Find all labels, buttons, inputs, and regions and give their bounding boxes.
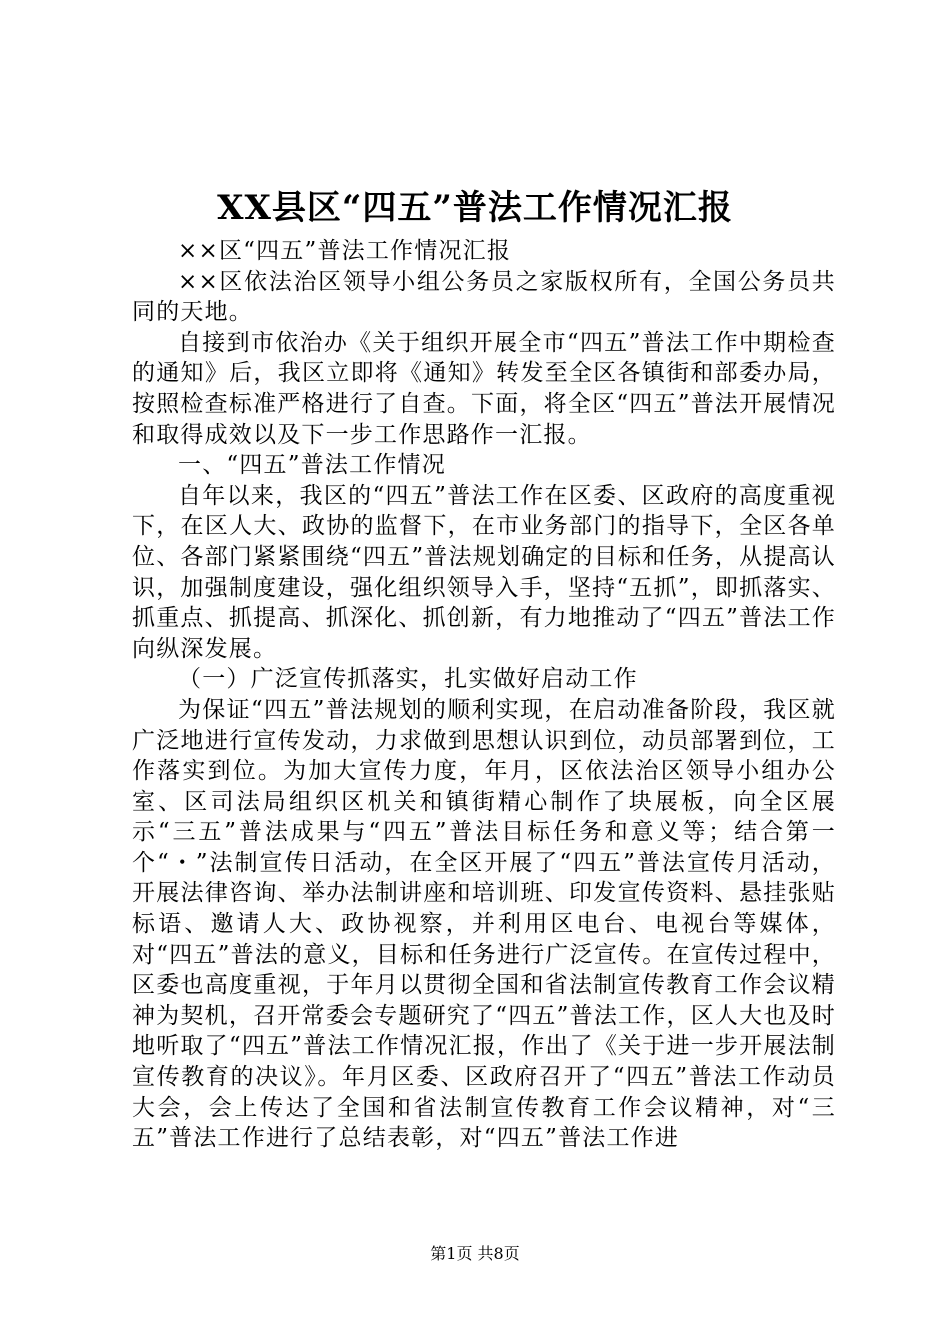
page-number-footer: 第1页 共8页 (430, 1244, 520, 1263)
document-body (132, 236, 836, 1154)
paragraph-overview: 自年以来，我区的“四五”普法工作在区委、区政府的高度重视下，在区人大、政协的监督下，在市业务部门的指导下，全区各单位、各部门紧紧围绕“四五”普法规划确定的目标和任务，从提高认识，加强制度建设，强化组织领导入手，坚持“五抓”，即抓落实、抓重点、抓提高、抓深化、抓创新，有力地推动了“四五”普法工作向纵深发展。 (132, 482, 836, 662)
paragraph-details: 为保证“四五”普法规划的顺利实现，在启动准备阶段，我区就广泛地进行宣传发动，力求做到思想认识到位，动员部署到位，工作落实到位。为加大宣传力度，年月，区依法治区领导小组办公室、区司法局组织区机关和镇街精心制作了块展板，向全区展示“三五”普法成果与“四五”普法目标任务和意义等；结合第一个“・”法制宣传日活动，在全区开展了“四五”普法宣传月活动，开展法律咨询、举办法制讲座和培训班、印发宣传资料、悬挂张贴标语、邀请人大、政协视察，并利用区电台、电视台等媒体，对“四五”普法的意义，目标和任务进行广泛宣传。在宣传过程中，区委也高度重视，于年月以贯彻全国和省法制宣传教育工作会议精神为契机，召开常委会专题研究了“四五”普法工作，区人大也及时地听取了“四五”普法工作情况汇报，作出了《关于进一步开展法制宣传教育的决议》。年月区委、区政府召开了“四五”普法工作动员大会，会上传达了全国和省法制宣传教育工作会议精神，对“三五”普法工作进行了总结表彰，对“四五”普法工作进 (132, 696, 836, 1152)
subsection-heading-1: （一）广泛宣传抓落实，扎实做好启动工作 (178, 666, 638, 693)
document-title: XX县区“四五”普法工作情况汇报 (217, 188, 733, 228)
paragraph-subtitle: ××区“四五”普法工作情况汇报 (178, 238, 512, 264)
paragraph-intro: 自接到市依治办《关于组织开展全市“四五”普法工作中期检查的通知》后，我区立即将《通知》转发至全区各镇街和部委办局，按照检查标准严格进行了自查。下面，将全区“四五”普法开展情况和取得成效以及下一步工作思路作一汇报。 (132, 329, 836, 448)
paragraph-issuer: ××区依法治区领导小组公务员之家版权所有，全国公务员共同的天地。 (132, 268, 836, 326)
section-heading-1: 一、“四五”普法工作情况 (178, 452, 446, 479)
